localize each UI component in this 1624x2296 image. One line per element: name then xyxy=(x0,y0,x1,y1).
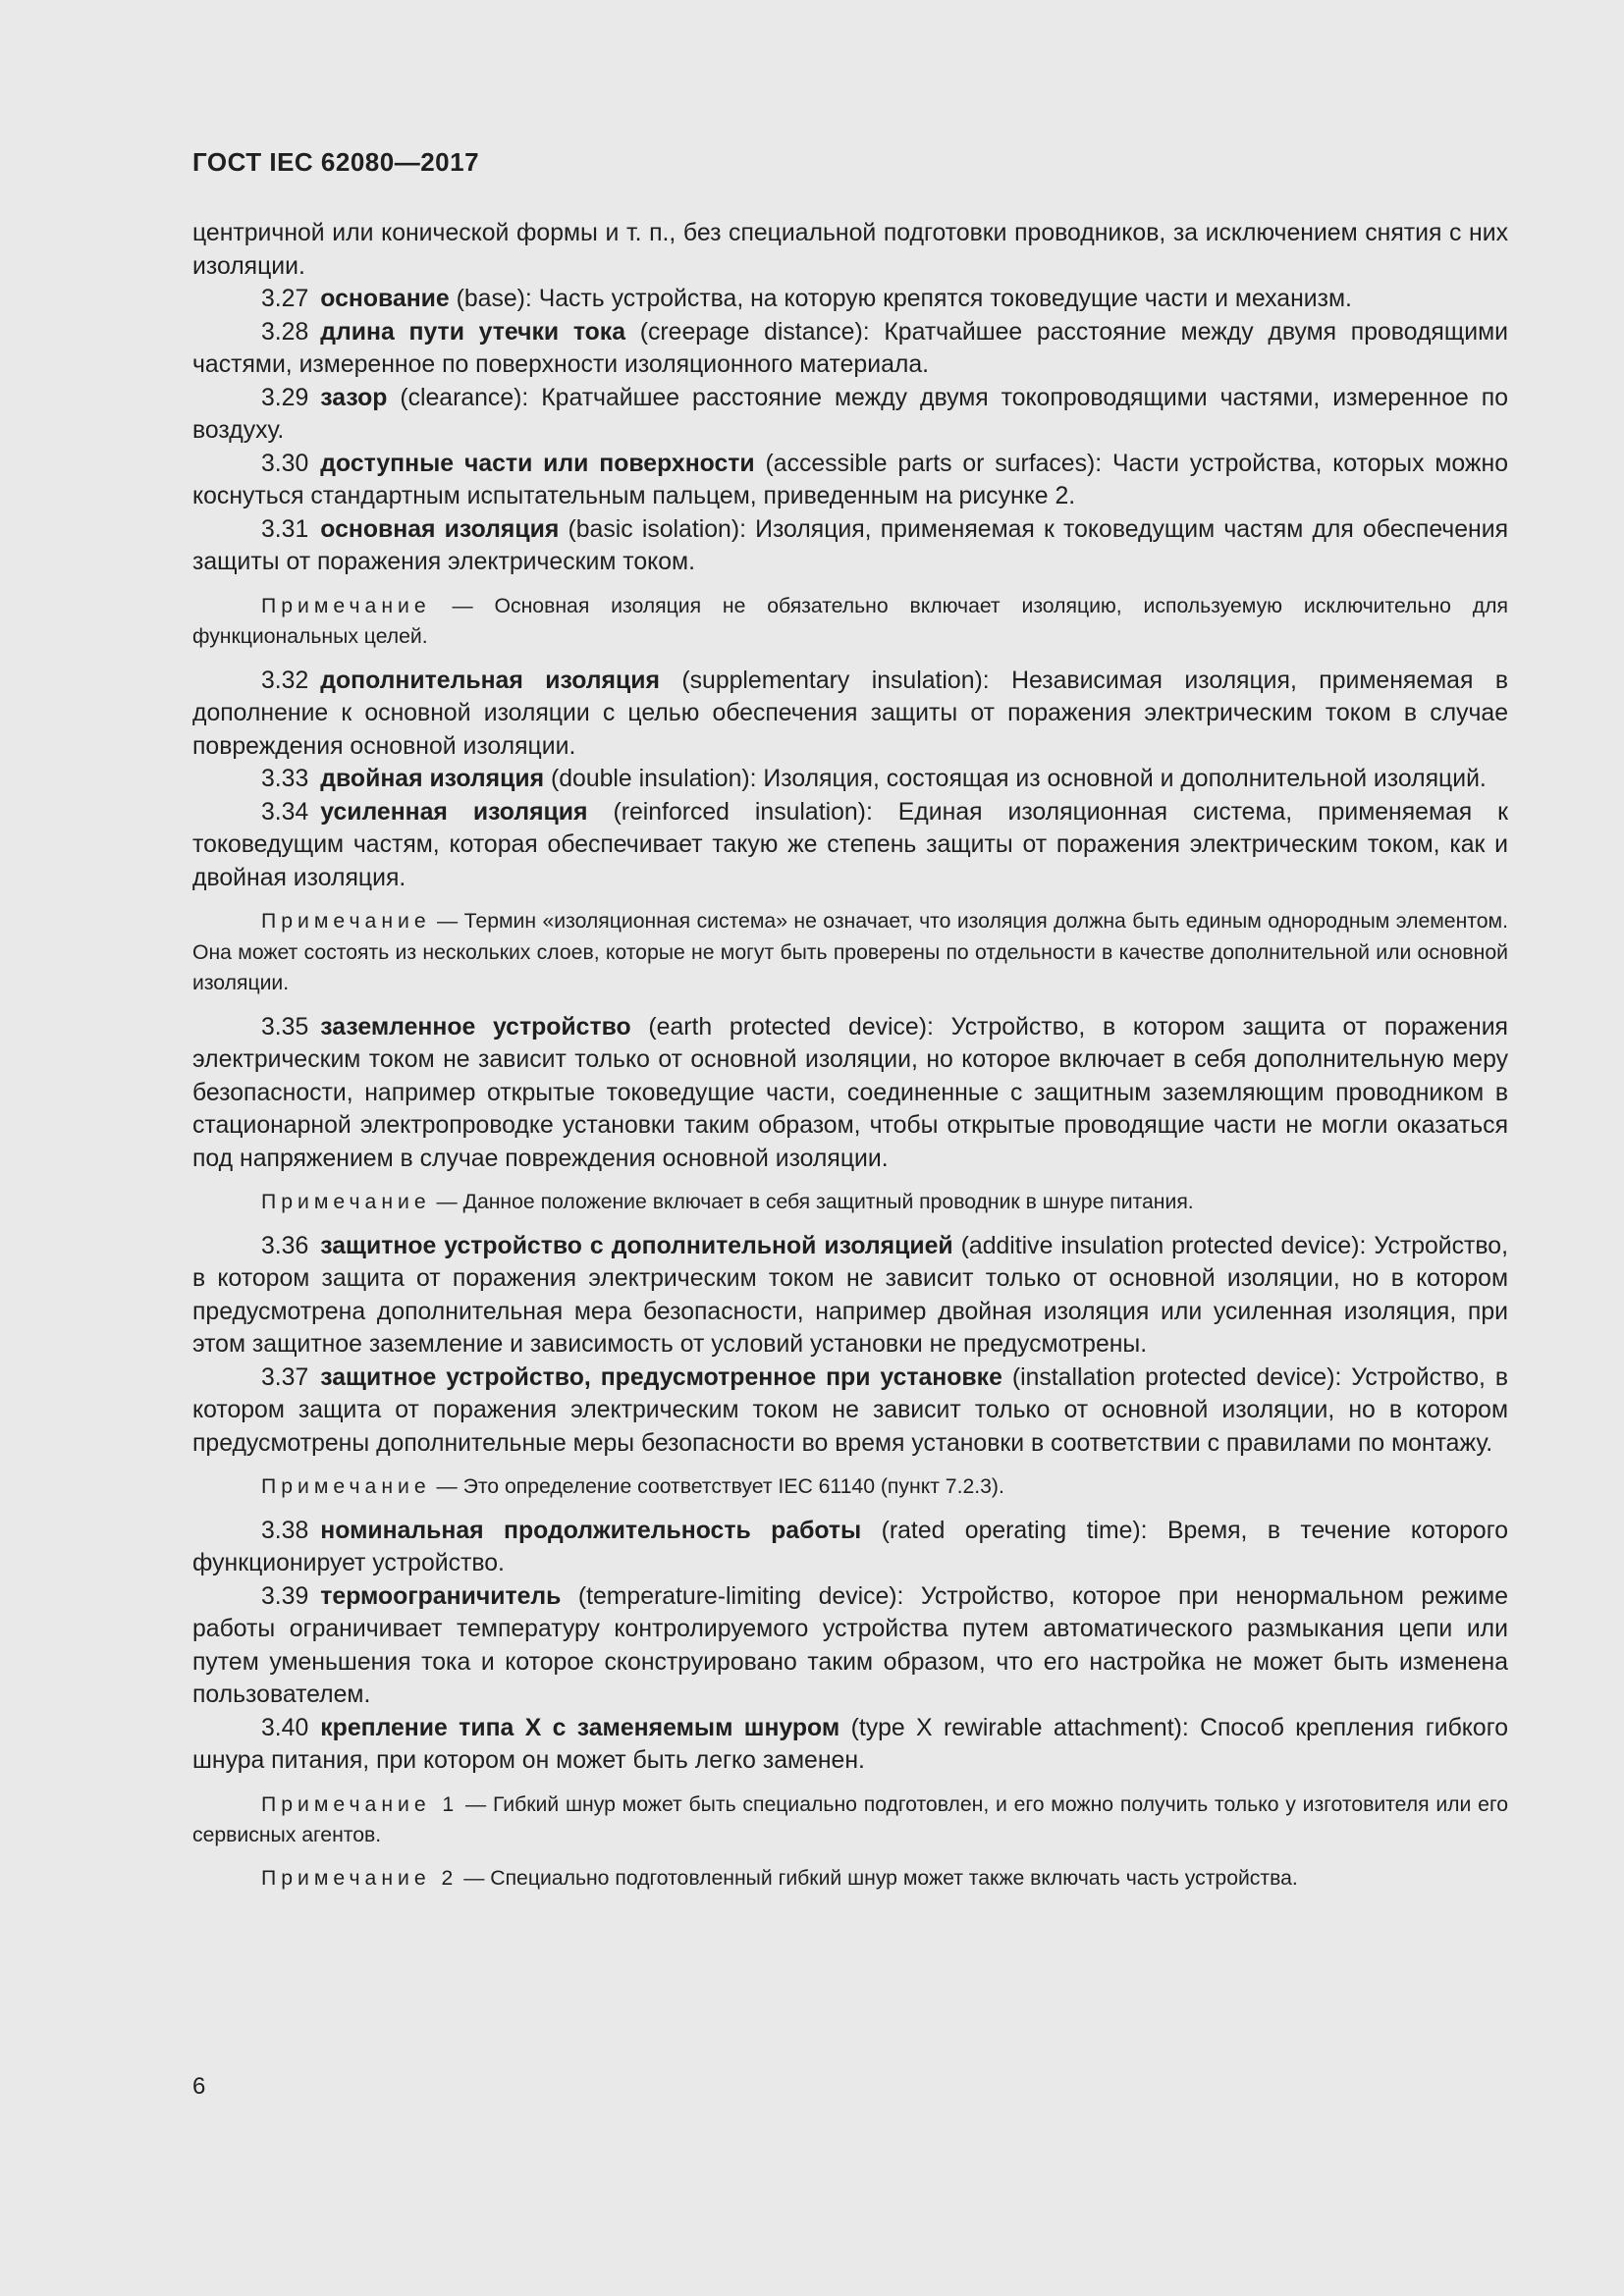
clause-3-27 xyxy=(192,283,1508,316)
clause-term: номинальная продолжительность работы xyxy=(320,1517,862,1544)
clause-3-29 xyxy=(192,382,1508,448)
note-label: Примечание xyxy=(261,1475,431,1498)
clause-number: 3.37 xyxy=(261,1363,309,1391)
note-text: — Это определение соответствует IEC 61140 (пункт 7.2.3). xyxy=(430,1475,1004,1498)
clause-term: заземленное устройство xyxy=(320,1013,631,1041)
document-header: ГОСТ IEC 62080—2017 xyxy=(192,147,480,177)
clause-3-33 xyxy=(192,763,1508,796)
clause-text: (temperature-limiting device): Устройство, которое при ненормальном режиме работы ограничивает температуру контролируемого устройства путем автоматического размыкания цепи или путем уменьшения тока и которое сконструировано таким образом, что его настройка не может быть изменена пользователем. xyxy=(192,1582,1508,1708)
clause-number: 3.38 xyxy=(261,1517,309,1544)
clause-term: дополнительная изоляция xyxy=(320,667,660,694)
clause-term: защитное устройство с дополнительной изоляцией xyxy=(320,1232,953,1259)
note-3-37 xyxy=(192,1471,1508,1503)
note-3-40-1 xyxy=(192,1789,1508,1851)
clause-term: усиленная изоляция xyxy=(320,798,588,826)
note-label: Примечание xyxy=(261,910,431,933)
clause-3-31 xyxy=(192,513,1508,579)
clause-term: защитное устройство, предусмотренное при установке xyxy=(320,1363,1002,1391)
clause-3-39 xyxy=(192,1580,1508,1712)
clause-3-34 xyxy=(192,796,1508,895)
clause-text: (clearance): Кратчайшее расстояние между двумя токопроводящими частями, измеренное по воздуху. xyxy=(192,384,1508,444)
clause-term: двойная изоляция xyxy=(320,766,545,792)
note-3-31 xyxy=(192,591,1508,653)
clause-term: зазор xyxy=(320,384,388,411)
clause-number: 3.28 xyxy=(261,318,309,346)
clause-number: 3.31 xyxy=(261,515,309,543)
clause-text: (accessible parts or surfaces): Части устройства, которых можно коснуться стандартным испытательным пальцем, приведенным на рисунке 2. xyxy=(192,450,1508,509)
continuation-paragraph: центричной или конической формы и т. п., без специальной подготовки проводников, за исключением снятия с них изоляции. xyxy=(192,220,1508,280)
clause-number: 3.32 xyxy=(261,667,309,694)
clause-number: 3.35 xyxy=(261,1013,309,1041)
clause-text: (reinforced insulation): Единая изоляционная система, применяемая к токоведущим частям, которая обеспечивает такую же степень защиты от поражения электрическим током, как и двойная изоляция. xyxy=(192,798,1509,891)
note-3-40-2 xyxy=(192,1863,1508,1895)
clause-term: основная изоляция xyxy=(320,515,560,543)
clause-3-38 xyxy=(192,1515,1508,1580)
clause-text: (basic isolation): Изоляция, применяемая к токоведущим частям для обеспечения защиты от поражения электрическим током. xyxy=(192,515,1508,575)
clause-text: (type X rewirable attachment): Способ крепления гибкого шнура питания, при котором он может быть легко заменен. xyxy=(192,1714,1509,1774)
page-number: 6 xyxy=(192,2073,206,2100)
clause-number: 3.39 xyxy=(261,1582,309,1610)
clause-term: основание xyxy=(320,286,450,312)
clause-text: (installation protected device): Устройство, в котором защита от поражения электрическим током не зависит только от основной изоляции, но в котором предусмотрены дополнительные меры безопасности во время установки в соответствии с правилами по монтажу. xyxy=(192,1363,1509,1457)
note-text: — Данное положение включает в себя защитный проводник в шнуре питания. xyxy=(430,1191,1194,1213)
clause-term: длина пути утечки тока xyxy=(320,318,626,346)
clause-text: (additive insulation protected device): Устройство, в котором защита от поражения электрическим током не зависит только от основной изоляции, но в котором предусмотрена дополнительная мера безопасности, например двойная изоляция или усиленная изоляция, при этом защитное заземление и зависимость от условий установки не предусмотрены. xyxy=(192,1232,1508,1358)
clause-number: 3.34 xyxy=(261,798,309,826)
note-text: — Гибкий шнур может быть специально подготовлен, и его можно получить только у изготовителя или его сервисных агентов. xyxy=(192,1792,1509,1846)
clause-text: (base): Часть устройства, на которую крепятся токоведущие части и механизм. xyxy=(449,286,1352,312)
note-label: Примечание xyxy=(261,594,431,617)
note-3-34 xyxy=(192,906,1508,999)
clause-number: 3.36 xyxy=(261,1232,309,1259)
note-text: — Специально подготовленный гибкий шнур может также включать часть устройства. xyxy=(458,1866,1298,1890)
note-text: — Термин «изоляционная система» не означает, что изоляция должна быть единым однородным элементом. Она может состоять из нескольких слоев, которые не могут быть проверены по отдельности в качестве дополнительной или основной изоляции. xyxy=(192,910,1508,994)
clause-3-30 xyxy=(192,448,1508,513)
clause-text: (double insulation): Изоляция, состоящая из основной и дополнительной изоляций. xyxy=(544,766,1487,792)
clause-number: 3.27 xyxy=(261,286,309,312)
clause-text: (rated operating time): Время, в течение которого функционирует устройство. xyxy=(192,1517,1508,1576)
note-3-35 xyxy=(192,1187,1508,1218)
clause-number: 3.40 xyxy=(261,1714,309,1741)
clause-text: (creepage distance): Кратчайшее расстояние между двумя проводящими частями, измеренное по поверхности изоляционного материала. xyxy=(192,318,1508,378)
clause-text: (supplementary insulation): Независимая изоляция, применяемая в дополнение к основной изоляции с целью обеспечения защиты от поражения электрическим током в случае повреждения основной изоляции. xyxy=(192,667,1508,760)
clause-3-37 xyxy=(192,1362,1508,1461)
clause-term: крепление типа X с заменяемым шнуром xyxy=(320,1714,840,1741)
note-label: Примечание 1 xyxy=(261,1792,460,1816)
clause-number: 3.30 xyxy=(261,450,309,477)
note-label: Примечание xyxy=(261,1191,431,1213)
note-label: Примечание 2 xyxy=(261,1866,459,1890)
clause-3-40 xyxy=(192,1712,1508,1778)
note-text: — Основная изоляция не обязательно включает изоляцию, используемую исключительно для функциональных целей. xyxy=(192,594,1508,648)
clause-term: доступные части или поверхности xyxy=(320,450,755,477)
clause-3-28 xyxy=(192,316,1508,382)
clause-3-32 xyxy=(192,665,1508,764)
clause-text: (earth protected device): Устройство, в котором защита от поражения электрическим током не зависит только от основной изоляции, но которое включает в себя дополнительную меру безопасности, например открытые токоведущие части, соединенные с защитным заземляющим проводником в стационарной электропроводке установки таким образом, чтобы открытые проводящие части не могли оказаться под напряжением в случае повреждения основной изоляции. xyxy=(192,1013,1508,1172)
clause-number: 3.33 xyxy=(261,766,309,792)
clause-3-36 xyxy=(192,1230,1508,1362)
clause-number: 3.29 xyxy=(261,384,309,411)
clause-3-35 xyxy=(192,1011,1508,1176)
clause-term: термоограничитель xyxy=(320,1582,562,1610)
